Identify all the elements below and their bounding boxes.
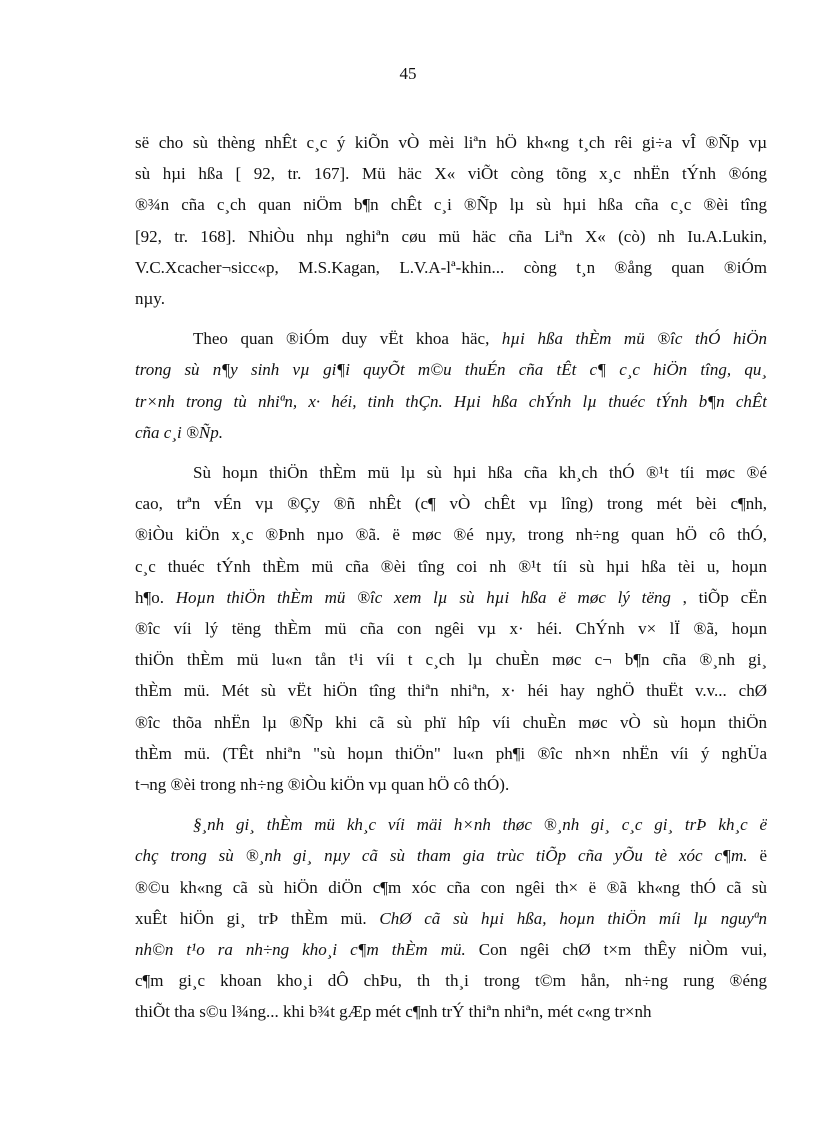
text-line [135, 872, 767, 903]
text-run: thiÕt tha s©u l¾ng... khi b¾t gÆp mét c¶nh trÝ thiªn nhiªn, mét c«ng tr×nh [135, 1002, 652, 1022]
text-run: ®îc thõa nhËn lµ ®Ñp khi cã sù phï hîp víi chuÈn møc vÒ sù hoµn thiÖn [135, 712, 767, 732]
italic-text-run: §¸nh gi¸ thÈm mü kh¸c víi mäi h×nh thøc ®¸nh gi¸ c¸c gi¸ trÞ kh¸c ë [193, 815, 767, 835]
body-text [135, 127, 767, 1028]
text-line [135, 283, 767, 314]
italic-text-run: chç trong sù ®¸nh gi¸ nµy cã sù tham gia trùc tiÕp cña yÕu tè xóc c¶m. [135, 846, 748, 866]
text-line [135, 675, 767, 706]
text-run: h¶o. [135, 587, 176, 607]
italic-text-run: tr×nh trong tù nhiªn, x· héi, tinh thÇn. Hµi hßa chÝnh lµ thuéc tÝnh b¶n chÊt [135, 391, 767, 411]
paragraph-p1 [135, 127, 767, 314]
text-run: ®iÒu kiÖn x¸c ®Þnh nµo ®ã. ë møc ®é nµy, trong nh÷ng quan hÖ cô thÓ, [135, 525, 767, 545]
text-line [135, 158, 767, 189]
text-line [135, 934, 767, 965]
text-run: c¸c thuéc tÝnh thÈm mü cña ®èi tîng coi nh ®¹t tíi sù hµi hßa tèi u, hoµn [135, 556, 767, 576]
text-line [135, 417, 767, 448]
text-run: [92, tr. 168]. NhiÒu nhµ nghiªn cøu mü häc cña Liªn X« (cò) nh Iu.A.Lukin, [135, 226, 767, 246]
text-line [135, 707, 767, 738]
text-run: t¬ng ®èi trong nh÷ng ®iÒu kiÖn vµ quan hÖ cô thÓ). [135, 775, 510, 795]
text-line [135, 582, 767, 613]
text-run: c¶m gi¸c khoan kho¸i dÔ chÞu, th th¸i trong t©m hån, nh÷ng rung ®éng [135, 971, 767, 991]
text-run: , tiÕp cËn [670, 587, 767, 607]
text-run: ®îc víi lý tëng thÈm mü cña con ngêi vµ x· héi. ChÝnh v× lÏ ®ã, hoµn [135, 619, 767, 639]
text-line [135, 840, 767, 871]
italic-text-run: nh©n t¹o ra nh÷ng kho¸i c¶m thÈm mü. [135, 940, 466, 960]
text-line [135, 323, 767, 354]
text-line [135, 769, 767, 800]
text-run: Sù hoµn thiÖn thÈm mü lµ sù hµi hßa cña kh¸ch thÓ ®¹t tíi møc ®é [193, 463, 767, 483]
text-run: thÈm mü. (TÊt nhiªn "sù hoµn thiÖn" lu«n ph¶i ®îc nh×n nhËn víi ý nghÜa [135, 743, 767, 763]
paragraph-p3 [135, 457, 767, 800]
text-line [135, 809, 767, 840]
italic-text-run: Hoµn thiÖn thÈm mü ®îc xem lµ sù hµi hßa ë møc lý tëng [175, 587, 671, 607]
text-line [135, 386, 767, 417]
text-line [135, 551, 767, 582]
text-line [135, 189, 767, 220]
italic-text-run: ChØ cã sù hµi hßa, hoµn thiÖn míi lµ nguyªn [379, 908, 767, 928]
text-line [135, 903, 767, 934]
italic-text-run: trong sù n¶y sinh vµ gi¶i quyÕt m©u thuÉn cña tÊt c¶ c¸c hiÖn tîng, qu¸ [135, 360, 767, 380]
text-line [135, 457, 767, 488]
text-run: cao, trªn vÉn vµ ®Çy ®ñ nhÊt (c¶ vÒ chÊt vµ lîng) trong mét bèi c¶nh, [135, 494, 767, 514]
text-run: thiÖn thÈm mü lu«n tån t¹i víi t c¸ch lµ chuÈn møc c¬ b¶n cña ®¸nh gi¸ [135, 650, 767, 670]
text-line [135, 965, 767, 996]
text-run: nµy. [135, 289, 165, 309]
paragraph-p4 [135, 809, 767, 1027]
text-run: së cho sù thèng nhÊt c¸c ý kiÕn vÒ mèi liªn hÖ kh«ng t¸ch rêi gi÷a vÎ ®Ñp vµ [135, 133, 767, 152]
text-line [135, 738, 767, 769]
page-number: 45 [399, 64, 417, 83]
text-run: ®¾n cña c¸ch quan niÖm b¶n chÊt c¸i ®Ñp lµ sù hµi hßa cña c¸c ®èi tîng [135, 195, 767, 215]
text-line [135, 996, 767, 1027]
text-line [135, 221, 767, 252]
paragraph-p2 [135, 323, 767, 448]
text-run: ®©u kh«ng cã sù hiÖn diÖn c¶m xóc cña con ngêi th× ë ®ã kh«ng thÓ cã sù [135, 877, 767, 897]
text-line [135, 354, 767, 385]
text-run: thÈm mü. Mét sù vËt hiÖn tîng thiªn nhiªn, x· héi hay nghÖ thuËt v.v... chØ [135, 681, 767, 701]
text-line [135, 613, 767, 644]
italic-text-run: cña c¸i ®Ñp. [135, 422, 223, 442]
text-line [135, 644, 767, 675]
text-run: Theo quan ®iÓm duy vËt khoa häc, [193, 329, 502, 349]
text-line [135, 252, 767, 283]
text-line [135, 488, 767, 519]
text-run: sù hµi hßa [ 92, tr. 167]. Mü häc X« viÕt còng tõng x¸c nhËn tÝnh ®óng [135, 164, 767, 184]
text-line [135, 519, 767, 550]
text-run: Con ngêi chØ t×m thÊy niÒm vui, [465, 940, 767, 960]
text-run: ë [747, 846, 767, 866]
italic-text-run: hµi hßa thÈm mü ®îc thÓ hiÖn [501, 329, 767, 349]
text-line [135, 127, 767, 158]
text-run: V.C.Xcacher¬sicc«p, M.S.Kagan, L.V.A-lª-khin... còng t¸n ®ång quan ®iÓm [135, 257, 767, 277]
text-run: xuÊt hiÖn gi¸ trÞ thÈm mü. [135, 908, 380, 928]
